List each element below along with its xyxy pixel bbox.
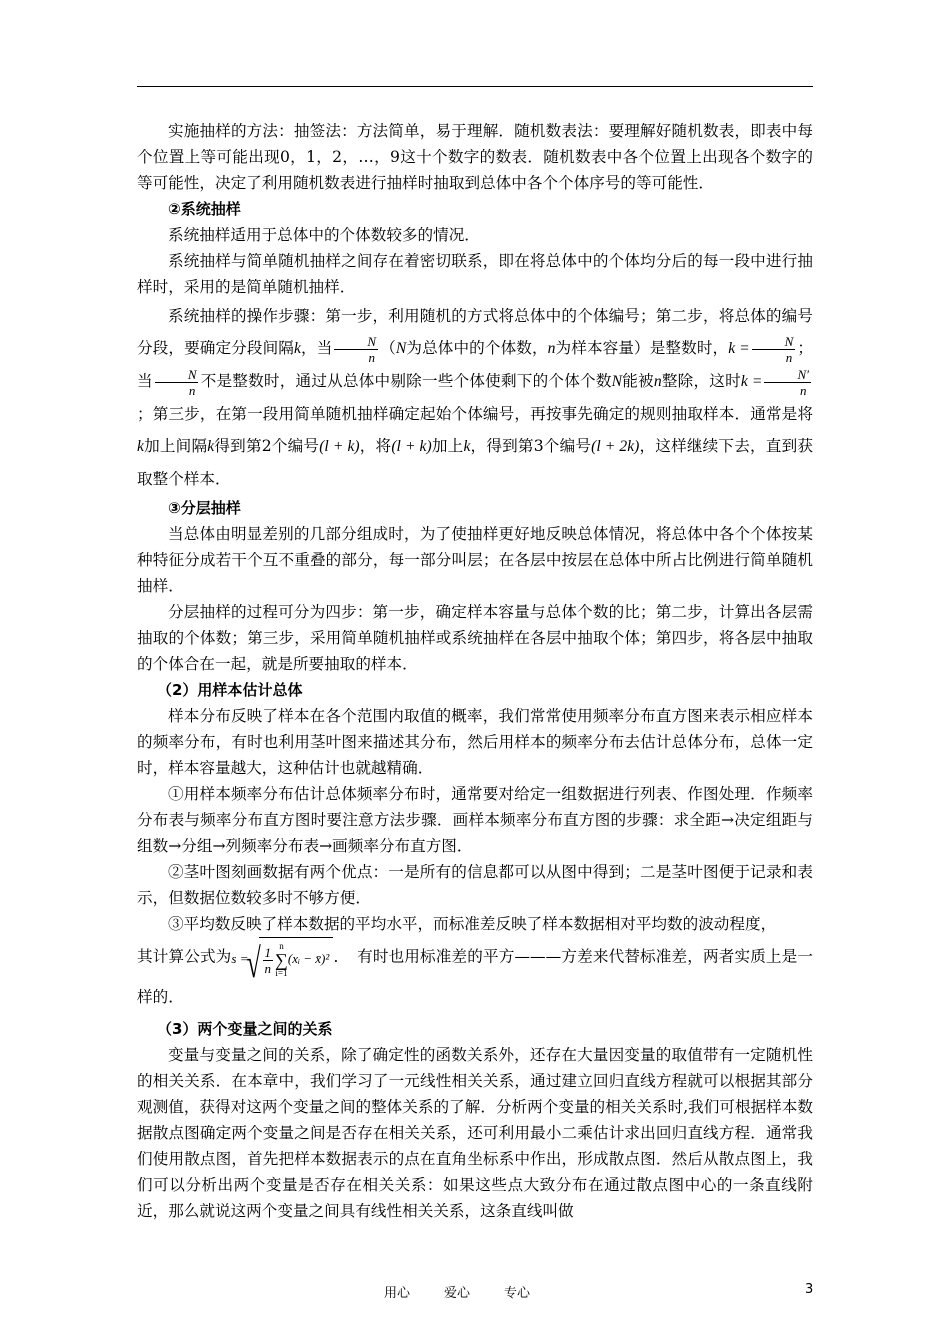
- motto-word: 用心: [384, 1286, 411, 1301]
- math-k-equals: k =: [728, 340, 750, 357]
- text-segment: （: [380, 339, 396, 357]
- math-n: n: [547, 340, 556, 357]
- text-segment: ，得到第3个编号: [470, 437, 592, 455]
- math-k: k: [137, 438, 144, 455]
- math-k: k: [293, 340, 301, 357]
- paragraph-sampling-methods: 实施抽样的方法：抽签法：方法简单，易于理解．随机数表法：要理解好随机数表，即表中每个位置上等可能出现0，1，2，…，9这十个数字的数表．随机数表中各个位置上出现各个数字的等可能性，决定了利用随机数表进行抽样时抽取到总体中各个个体序号的等可能性．: [137, 122, 813, 192]
- math-k: k: [207, 438, 215, 455]
- paragraph-stratified-steps: 分层抽样的过程可分为四步：第一步，确定样本容量与总体个数的比；第二步，计算出各层需抽取的个体数；第三步，采用简单随机抽样或系统抽样在各层中抽取个体；第四步，将各层中抽取的个体合在一起，就是所要抽取的样本．: [137, 603, 813, 673]
- paragraph-systematic-steps: [137, 300, 813, 495]
- math-k-equals: k =: [740, 373, 763, 390]
- fraction-N-prime-over-n: [764, 367, 811, 398]
- text-segment: ；当: [137, 339, 813, 390]
- paragraph-sample-distribution: 样本分布反映了样本在各个范围内取值的概率，我们常常使用频率分布直方图来表示相应样本的频率分布，有时也利用茎叶图来描述其分布，然后用样本的频率分布去估计总体分布，总体一定时，样本容量越大，这种估计也就越精确．: [137, 707, 813, 777]
- motto-word: 爱心: [444, 1286, 471, 1301]
- text-segment: ，将: [359, 437, 392, 455]
- fraction-N-over-n: [752, 334, 796, 365]
- sigma-block: [275, 942, 288, 978]
- heading-variable-relation: （3）两个变量之间的关系: [157, 1020, 333, 1039]
- math-l-plus-k: (l + k): [319, 438, 360, 455]
- text-segment: 为样本容量）是整数时，: [555, 339, 729, 357]
- text-segment: ；第三步，在第一段用简单随机抽样确定起始个体编号，再按事先确定的规则抽取样本．通常是将: [137, 405, 813, 423]
- std-formula: [231, 937, 333, 978]
- fraction-numerator: N′: [764, 367, 811, 383]
- fraction-N-over-n: [334, 334, 378, 365]
- fraction-denominator: n: [368, 349, 375, 365]
- math-k: k: [463, 438, 471, 455]
- sigma-icon: ∑: [275, 950, 288, 971]
- heading-systematic-sampling: ②系统抽样: [168, 200, 241, 218]
- fraction-denominator: n: [799, 382, 807, 398]
- footer-motto: [384, 1282, 564, 1301]
- motto-word: 专心: [504, 1286, 531, 1301]
- text-segment: 加上间隔: [143, 437, 208, 455]
- page-number: 3: [805, 1282, 814, 1297]
- fraction-denominator: n: [785, 349, 793, 365]
- fraction-denominator: n: [188, 382, 196, 398]
- text-segment: 得到第2个编号: [214, 437, 320, 455]
- fraction-numerator: N: [155, 367, 199, 383]
- text-segment: 其计算公式为: [137, 947, 232, 966]
- fraction-denominator: n: [264, 960, 272, 976]
- math-N: N: [611, 373, 623, 390]
- paragraph-stem-leaf: ②茎叶图刻画数据有两个优点：一是所有的信息都可以从图中得到；二是茎叶图便于记录和表示，但数据位数较多时不够方便．: [137, 863, 813, 907]
- math-n: n: [653, 373, 662, 390]
- paragraph-systematic-usage: 系统抽样适用于总体中的个体数较多的情况．: [168, 226, 480, 244]
- paragraph-systematic-relation: 系统抽样与简单随机抽样之间存在着密切联系，即在将总体中的个体均分后的每一段中进行抽样时，采用的是简单随机抽样．: [137, 252, 813, 296]
- sqrt-icon: [259, 937, 334, 978]
- fraction-numerator: √ 1: [264, 944, 272, 960]
- math-s-equals: s =: [231, 951, 249, 966]
- fraction-one-over-n: [263, 945, 274, 976]
- page-body: [137, 118, 813, 1224]
- fraction-N-over-n: [155, 367, 199, 398]
- text-segment: ，这样继续下去，直到获取整个样本．: [137, 437, 813, 488]
- text-segment: 整除，这时: [661, 372, 741, 390]
- text-segment: 为总体中的个体数，: [406, 339, 548, 357]
- math-l-plus-k: (l + k): [391, 438, 432, 455]
- text-segment: ，当: [300, 339, 333, 357]
- text-segment: ． 有时也用标准差的平方———方差来代替标准差，两者实质上是一样的．: [137, 947, 813, 1007]
- paragraph-stratified-definition: 当总体由明显差别的几部分组成时，为了使抽样更好地反映总体情况，将总体中各个个体按某种特征分成若干个互不重叠的部分，每一部分叫层；在各层中按层在总体中所占比例进行简单随机抽样．: [137, 525, 813, 595]
- heading-estimate-population: （2）用样本估计总体: [157, 681, 303, 699]
- sum-lower-limit: i=1: [275, 968, 288, 979]
- paragraph-correlation: 变量与变量之间的关系，除了确定性的函数关系外，还存在大量因变量的取值带有一定随机性的相关关系．在本章中，我们学习了一元线性相关关系，通过建立回归直线方程就可以根据其部分观测值，获得对这两个变量之间的整体关系的了解．分析两个变量的相关关系时,我们可根据样本数据散点图确定两个变量之间是否存在相关关系，还可利用最小二乘估计求出回归直线方程．通常我们使用散点图，首先把样本数据表示的点在直角坐标系中作出，形成散点图．然后从散点图上，我们可以分析出两个变量是否存在相关关系：如果这些点大致分布在通过散点图中心的一条直线附近，那么就说这两个变量之间具有线性相关关系，这条直线叫做: [137, 1046, 813, 1221]
- header-rule: [137, 86, 813, 87]
- heading-stratified-sampling: ③分层抽样: [168, 499, 241, 517]
- sum-upper-limit: n: [279, 941, 284, 952]
- text-segment: 加上: [431, 437, 464, 455]
- text-segment: 不是整数时，通过从总体中剔除一些个体使剩下的个体个数: [200, 372, 612, 390]
- text-segment: 能被: [622, 372, 654, 390]
- paragraph-mean-std: ③平均数反映了样本数据的平均水平，而标准差反映了样本数据相对平均数的波动程度，: [168, 915, 777, 933]
- fraction-numerator: N: [334, 334, 378, 350]
- math-N: N: [395, 340, 407, 357]
- paragraph-std-formula: [137, 937, 813, 1016]
- paragraph-frequency-histogram: ①用样本频率分布估计总体频率分布时，通常要对给定一组数据进行列表、作图处理．作频率分布表与频率分布直方图时要注意方法步骤．画样本频率分布直方图的步骤：求全距→决定组距与组数→分组→列频率分布表→画频率分布直方图．: [137, 785, 813, 855]
- math-l-plus-2k: (l + 2k): [591, 438, 640, 455]
- text-segment: 系统抽样的操作步骤：第一步，利用随机的方式将总体中的个体编号；第二步，将总体的编号分段，要确定分段间隔: [137, 307, 813, 357]
- fraction-numerator: N: [752, 334, 796, 350]
- summand: (xᵢ − x̄)²: [287, 951, 330, 966]
